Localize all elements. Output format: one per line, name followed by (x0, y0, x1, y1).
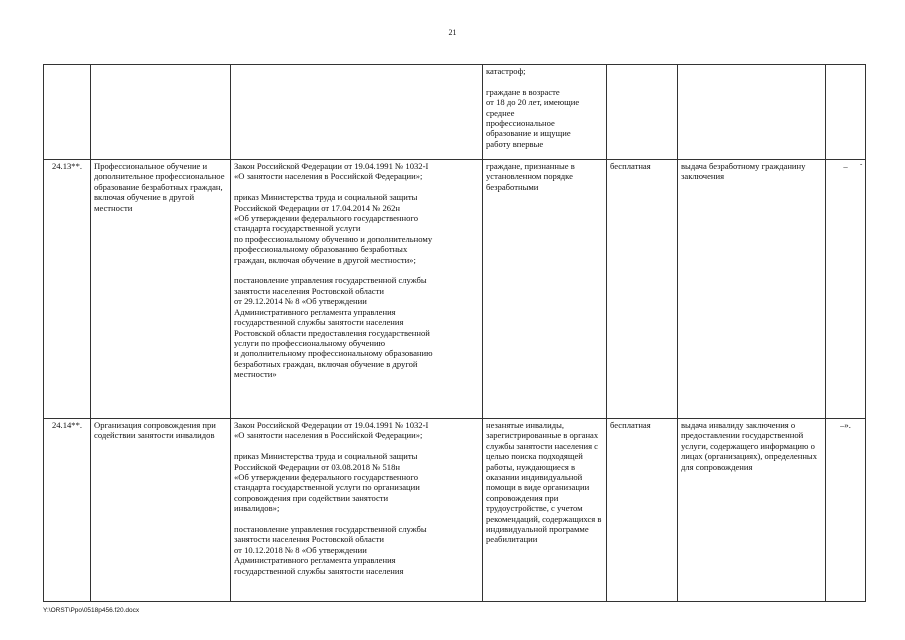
result-cell: выдача безработному гражданину заключения (678, 160, 826, 419)
legal-basis-cell: Закон Российской Федерации от 19.04.1991 № 1032-I «О занятости населения в Российской Федерации»; приказ Министерства труда и социальной защиты Российской Федерации от 03.08.2018 № 518н «Об утверждении федерального государственного стандарта государственной услуги по организации сопровождения при содействии занятости инвалидов»; постановление управления государственной службы занятости населения Ростовской области от 10.12.2018 № 8 «Об утверждении Административного регламента управления государственной службы занятости населения (231, 419, 483, 602)
result-cell (678, 65, 826, 160)
price-cell: бесплатная (607, 160, 678, 419)
row-number-cell: 24.14**. (44, 419, 91, 602)
result-cell: выдача инвалиду заключения о предоставлении государственной услуги, содержащего информацию о лицах (организациях), определенных для сопровождения (678, 419, 826, 602)
price-cell: бесплатная (607, 419, 678, 602)
price-cell (607, 65, 678, 160)
recipients-cell: катастроф; граждане в возрасте от 18 до 20 лет, имеющие среднее профессиональное образование и ищущие работу впервые (483, 65, 607, 160)
table-row (44, 419, 866, 602)
table-row (44, 65, 866, 160)
service-name-cell: Организация сопровождения при содействии занятости инвалидов (91, 419, 231, 602)
table-row (44, 160, 866, 419)
service-name-cell (91, 65, 231, 160)
extra-cell: – (826, 160, 866, 419)
extra-cell (826, 65, 866, 160)
row-number-cell (44, 65, 91, 160)
recipients-cell: незанятые инвалиды, зарегистрированные в органах службы занятости населения с целью поиска подходящей работы, нуждающиеся в оказании индивидуальной помощи в виде организации сопровождения при трудоустройстве, с учетом рекомендаций, содержащихся в индивидуальной программе реабилитации (483, 419, 607, 602)
recipients-cell: граждане, признанные в установленном порядке безработными (483, 160, 607, 419)
legal-basis-cell (231, 65, 483, 160)
row-number-cell: 24.13**. (44, 160, 91, 419)
legal-basis-cell: Закон Российской Федерации от 19.04.1991 № 1032-I «О занятости населения в Российской Федерации»; приказ Министерства труда и социальной защиты Российской Федерации от 17.04.2014 № 262н «Об утверждении федерального государственного стандарта государственной услуги по профессиональному обучению и дополнительному профессиональному образованию безработных граждан, включая обучение в другой местности»; постановление управления государственной службы занятости населения Ростовской области от 29.12.2014 № 8 «Об утверждении Административного регламента управления государственной службы занятости населения Ростовской области предоставления государственной услуги по профессиональному обучению и дополнительному профессиональному образованию безработных граждан, включая обучение в другой местности» (231, 160, 483, 419)
page-number: 21 (448, 28, 457, 37)
footer-file-path: Y:\ORST\Ppo\0518p456.f20.docx (43, 607, 140, 614)
services-table (43, 64, 866, 602)
extra-cell: –». (826, 419, 866, 602)
service-name-cell: Профессиональное обучение и дополнительное профессиональное образование безработных граждан, включая обучение в другой местности (91, 160, 231, 419)
margin-mark: - (860, 160, 863, 168)
